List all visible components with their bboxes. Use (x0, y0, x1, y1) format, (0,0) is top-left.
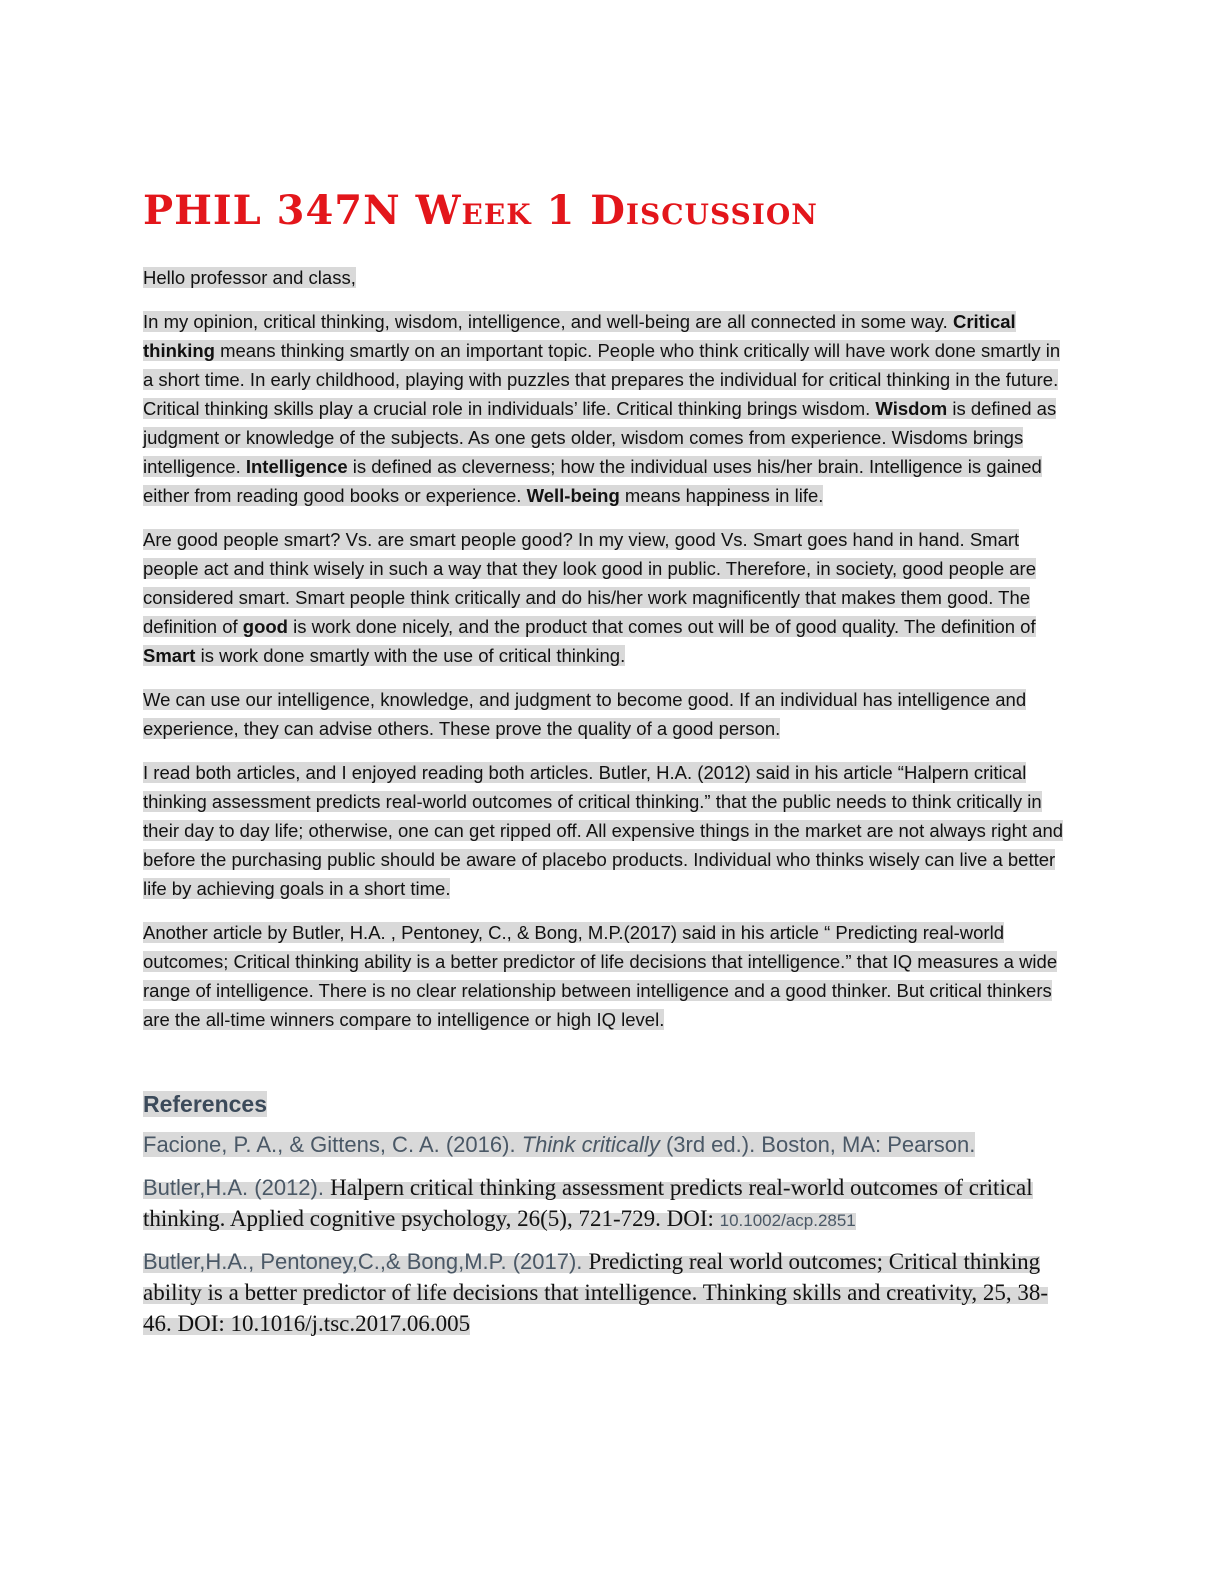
p1-text-4: is defined as cleverness; how the individual uses his/her brain. Intelligence is gained either from reading good books or experience. (143, 456, 1042, 506)
ref3-authors: Butler,H.A., Pentoney,C.,& Bong,M.P. (2017). (143, 1249, 589, 1274)
paragraph-3 (143, 685, 1073, 743)
greeting-text: Hello professor and class, (143, 267, 356, 288)
document-page (143, 185, 1073, 1353)
paragraph-2 (143, 525, 1073, 670)
references-heading (143, 1089, 1073, 1119)
discussion-body (143, 263, 1073, 1034)
p1-text-1: In my opinion, critical thinking, wisdom, intelligence, and well-being are all connected in some way. (143, 311, 953, 332)
term-well-being: Well-being (526, 485, 620, 506)
paragraph-4-text: I read both articles, and I enjoyed reading both articles. Butler, H.A. (2012) said in his article “Halpern critical thinking assessment predicts real-world outcomes of critical thinking.” that the public needs to think critically in their day to day life; otherwise, one can get ripped off. All expensive things in the market are not always right and before the purchasing public should be aware of placebo products. Individual who thinks wisely can live a better life by achieving goals in a short time. (143, 762, 1064, 899)
term-critical-thinking: Critical thinking (143, 311, 1016, 361)
ref1-authors: Facione, P. A., & Gittens, C. A. (2016). (143, 1132, 522, 1157)
document-title: PHIL 347N Week 1 Discussion (143, 187, 818, 234)
reference-3-text (143, 1249, 1049, 1336)
paragraph-2-text (143, 529, 1036, 666)
reference-3 (143, 1248, 1073, 1341)
paragraph-1 (143, 307, 1073, 510)
references-heading-text: References (143, 1091, 268, 1117)
ref1-publisher: (3rd ed.). Boston, MA: Pearson. (659, 1132, 976, 1157)
ref2-doi: 10.1002/acp.2851 (719, 1211, 856, 1230)
p1-text-2: means thinking smartly on an important topic. People who think critically will have work done smartly in a short time. In early childhood, playing with puzzles that prepares the individual for critical thinking in the future. Critical thinking skills play a crucial role in individuals’ life. Critical thinking brings wisdom. (143, 340, 1061, 419)
greeting-paragraph (143, 263, 1073, 292)
paragraph-4 (143, 758, 1073, 903)
ref2-title: Halpern critical thinking assessment predicts real-world outcomes of critical thinking. Applied cognitive psychology, 26(5), 721-729. DOI: (143, 1175, 1033, 1231)
paragraph-5 (143, 918, 1073, 1034)
paragraph-3-text: We can use our intelligence, knowledge, and judgment to become good. If an individual has intelligence and experience, they can advise others. These prove the quality of a good person. (143, 689, 1027, 739)
term-intelligence: Intelligence (245, 456, 348, 477)
term-wisdom: Wisdom (875, 398, 948, 419)
term-smart: Smart (143, 645, 196, 666)
ref3-title: Predicting real world outcomes; Critical thinking ability is a better predictor of life decisions that intelligence. Thinking skills and creativity, 25, 38-46. DOI: 10.1016/j.tsc.2017.06.005 (143, 1249, 1049, 1336)
ref2-authors: Butler,H.A. (2012). (143, 1175, 331, 1200)
paragraph-5-text: Another article by Butler, H.A. , Pentoney, C., & Bong, M.P.(2017) said in his article “ Predicting real-world outcomes; Critical thinking ability is a better predictor of life decisions that intelligence.” that IQ measures a wide range of intelligence. There is no clear relationship between intelligence and a good thinker. But critical thinkers are the all-time winners compare to intelligence or high IQ level. (143, 922, 1058, 1030)
reference-1-text (143, 1132, 975, 1157)
term-good: good (242, 616, 288, 637)
p2-text-3: is work done smartly with the use of critical thinking. (195, 645, 626, 666)
p2-text-2: is work done nicely, and the product that comes out will be of good quality. The definition of (287, 616, 1036, 637)
p1-text-5: means happiness in life. (619, 485, 824, 506)
p1-text-3: is defined as judgment or knowledge of the subjects. As one gets older, wisdom comes from experience. Wisdoms brings intelligence. (143, 398, 1057, 477)
reference-2 (143, 1174, 1073, 1236)
reference-2-text (143, 1175, 1033, 1231)
paragraph-1-text (143, 311, 1060, 506)
p2-text-1: Are good people smart? Vs. are smart people good? In my view, good Vs. Smart goes hand in hand. Smart people act and think wisely in such a way that they look good in public. Therefore, in society, good people are considered smart. Smart people think critically and do his/her work magnificently that makes them good. The definition of (143, 529, 1037, 637)
ref1-book-title: Think critically (521, 1132, 660, 1157)
reference-1 (143, 1131, 1073, 1162)
